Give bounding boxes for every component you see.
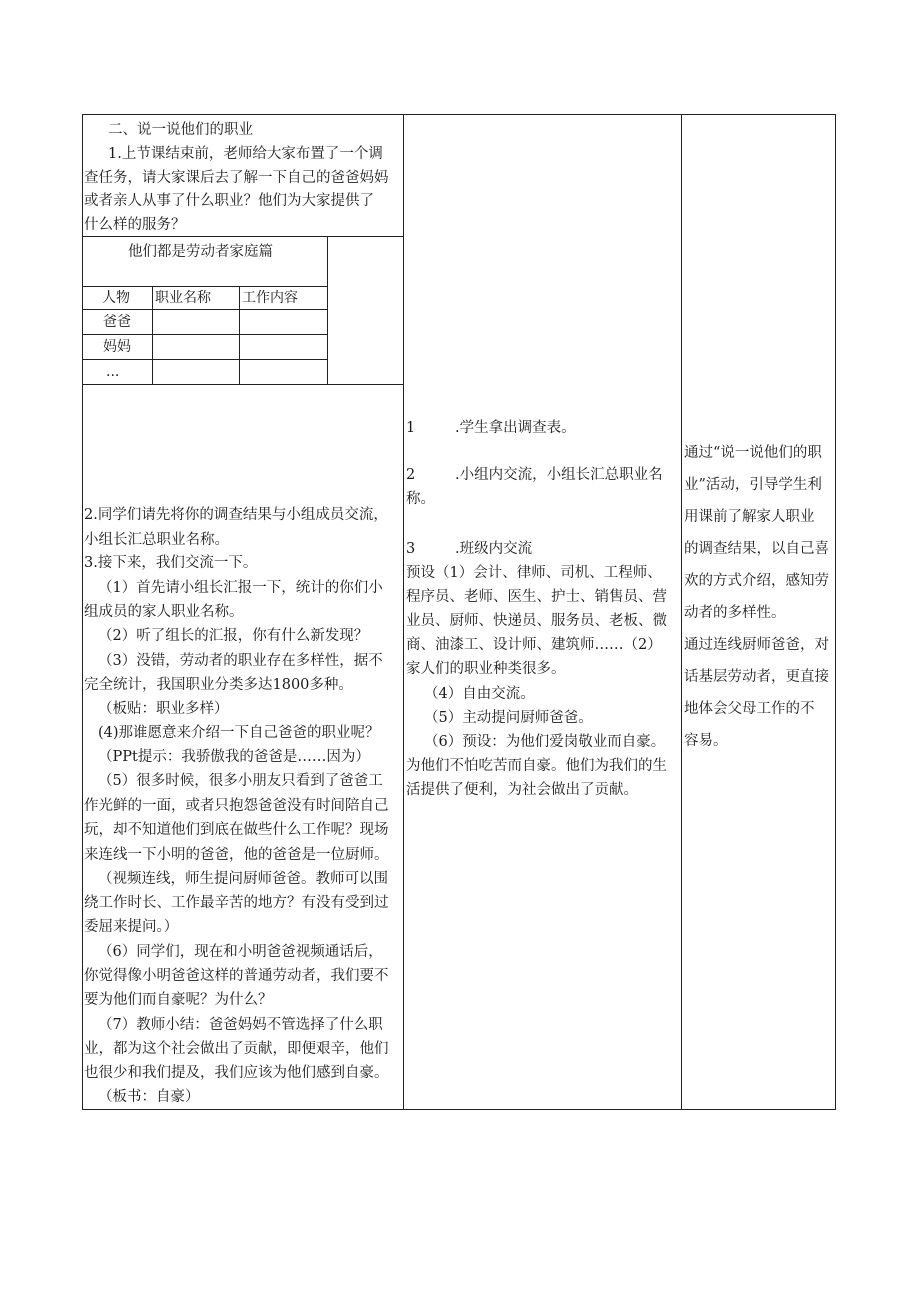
design-intent-line: 的调查结果，以自己喜 [684,541,829,557]
teacher-line: （视频连线，师生提问厨师爸爸。教师可以围 [98,871,388,887]
teacher-line: 作光鲜的一面，或者只抱怨爸爸没有时间陪自己 [84,798,389,814]
teacher-line: （6）同学们，现在和小明爸爸视频通话后， [98,944,383,960]
survey-right-line [327,236,328,384]
column-divider-1 [403,114,404,1110]
student-item-text: .小组内交流，小组长汇总职业名 [455,467,663,483]
survey-col-line-1 [152,286,153,384]
design-intent-line: 用课前了解家人职业 [684,509,815,525]
teacher-line: （3）没错，劳动者的职业存在多样性，据不 [98,653,383,669]
survey-row-dad: 爸爸 [103,314,131,330]
teacher-line: 组成员的家人职业名称。 [84,604,244,620]
section-title: 二、说一说他们的职业 [108,122,253,138]
teacher-line: (4)那谁愿意来介绍一下自己爸爸的职业呢？ [98,725,380,741]
survey-title: 他们都是劳动者家庭篇 [128,244,273,260]
task-line: 查任务，请大家课后去了解一下自己的爸爸妈妈 [84,169,389,186]
survey-top-line [83,236,403,237]
teacher-line: 业，都为这个社会做出了贡献，即便艰辛，他们 [84,1041,389,1057]
student-line: 家人们的职业种类很多。 [406,661,566,677]
task-line: 或者亲人从事了什么职业？他们为大家提供了 [84,193,374,209]
teacher-line: 也很少和我们提及，我们应该为他们感到自豪。 [84,1065,389,1081]
teacher-line: （1）首先请小组长汇报一下，统计的你们小 [98,580,383,596]
teacher-line: 你觉得像小明爸爸这样的普通劳动者，我们要不 [84,968,389,984]
student-line: 程序员、老师、医生、护士、销售员、营 [406,589,667,605]
teacher-line: （2）听了组长的汇报，你有什么新发现？ [98,628,369,644]
teacher-line: （板贴：职业多样） [98,701,229,717]
survey-header-person: 人物 [102,290,130,306]
student-line: 预设（1）会计、律师、司机、工程师、 [406,565,662,581]
student-line: （6）预设：为他们爱岗敬业而自豪。 [424,734,666,750]
design-intent-line: 业”活动，引导学生利 [684,477,822,493]
survey-row-more: ... [106,364,120,380]
design-intent-line: 容易。 [684,733,728,749]
teacher-line: 来连线一下小明的爸爸，他的爸爸是一位厨师。 [84,847,389,863]
teacher-line: （7）教师小结：爸爸妈妈不管选择了什么职 [98,1017,383,1033]
task-line: 1.上节课结束前，老师给大家布置了一个调 [108,146,383,162]
task-line: 什么样的服务？ [84,216,186,233]
survey-header-job: 职业名称 [155,290,211,306]
teacher-line: 3.接下来，我们交流一下。 [84,555,258,571]
student-line: （5）主动提问厨师爸爸。 [424,710,593,726]
student-line: 为他们不怕吃苦而自豪。他们为我们的生 [406,758,667,774]
teacher-line: 完全统计，我国职业分类多达1800多种。 [84,677,353,693]
teacher-line: 小组长汇总职业名称。 [84,532,229,548]
survey-header-work: 工作内容 [242,290,298,306]
student-item-number: 3 [406,541,416,557]
design-intent-line: 地体会父母工作的不 [684,701,815,717]
design-intent-line: 话基层劳动者，更直接 [684,669,829,685]
student-line: 商、油漆工、设计师、建筑师……（2） [406,637,662,653]
survey-bottom-line [83,384,403,385]
teacher-line: 要为他们而自豪呢？为什么？ [84,992,273,1008]
design-intent-line: 动者的多样性。 [684,605,786,621]
student-line: 业员、厨师、快递员、服务员、老板、微 [406,613,667,629]
student-item-number: 1 [406,420,416,436]
design-intent-line: 通过连线厨师爸爸，对 [684,637,829,653]
student-item-text: .学生拿出调查表。 [455,420,576,436]
teacher-line: （板书：自豪） [98,1089,200,1105]
student-item-number: 2 [406,467,416,483]
design-intent-line: 欢的方式介绍，感知劳 [684,573,829,589]
teacher-line: 绕工作时长、工作最辛苦的地方？有没有受到过 [84,895,389,911]
column-divider-2 [681,114,682,1110]
student-item-text: 称。 [406,491,435,507]
survey-row-line-3 [83,359,327,360]
teacher-line: （5）很多时候，很多小朋友只看到了爸爸工 [98,773,383,789]
survey-row-mom: 妈妈 [103,339,131,355]
teacher-line: 玩，却不知道他们到底在做些什么工作呢？现场 [84,822,389,838]
teacher-line: 2.同学们请先将你的调查结果与小组成员交流， [84,507,388,523]
teacher-line: （PPt提示：我骄傲我的爸爸是……因为） [98,749,370,765]
design-intent-line: 通过“说一说他们的职 [684,445,822,461]
survey-col-line-2 [239,286,240,384]
teacher-line: 委屈来提问。） [84,919,179,935]
student-line: 活提供了便利，为社会做出了贡献。 [406,782,638,798]
student-item-text: .班级内交流 [455,541,533,557]
student-line: （4）自由交流。 [424,686,535,702]
